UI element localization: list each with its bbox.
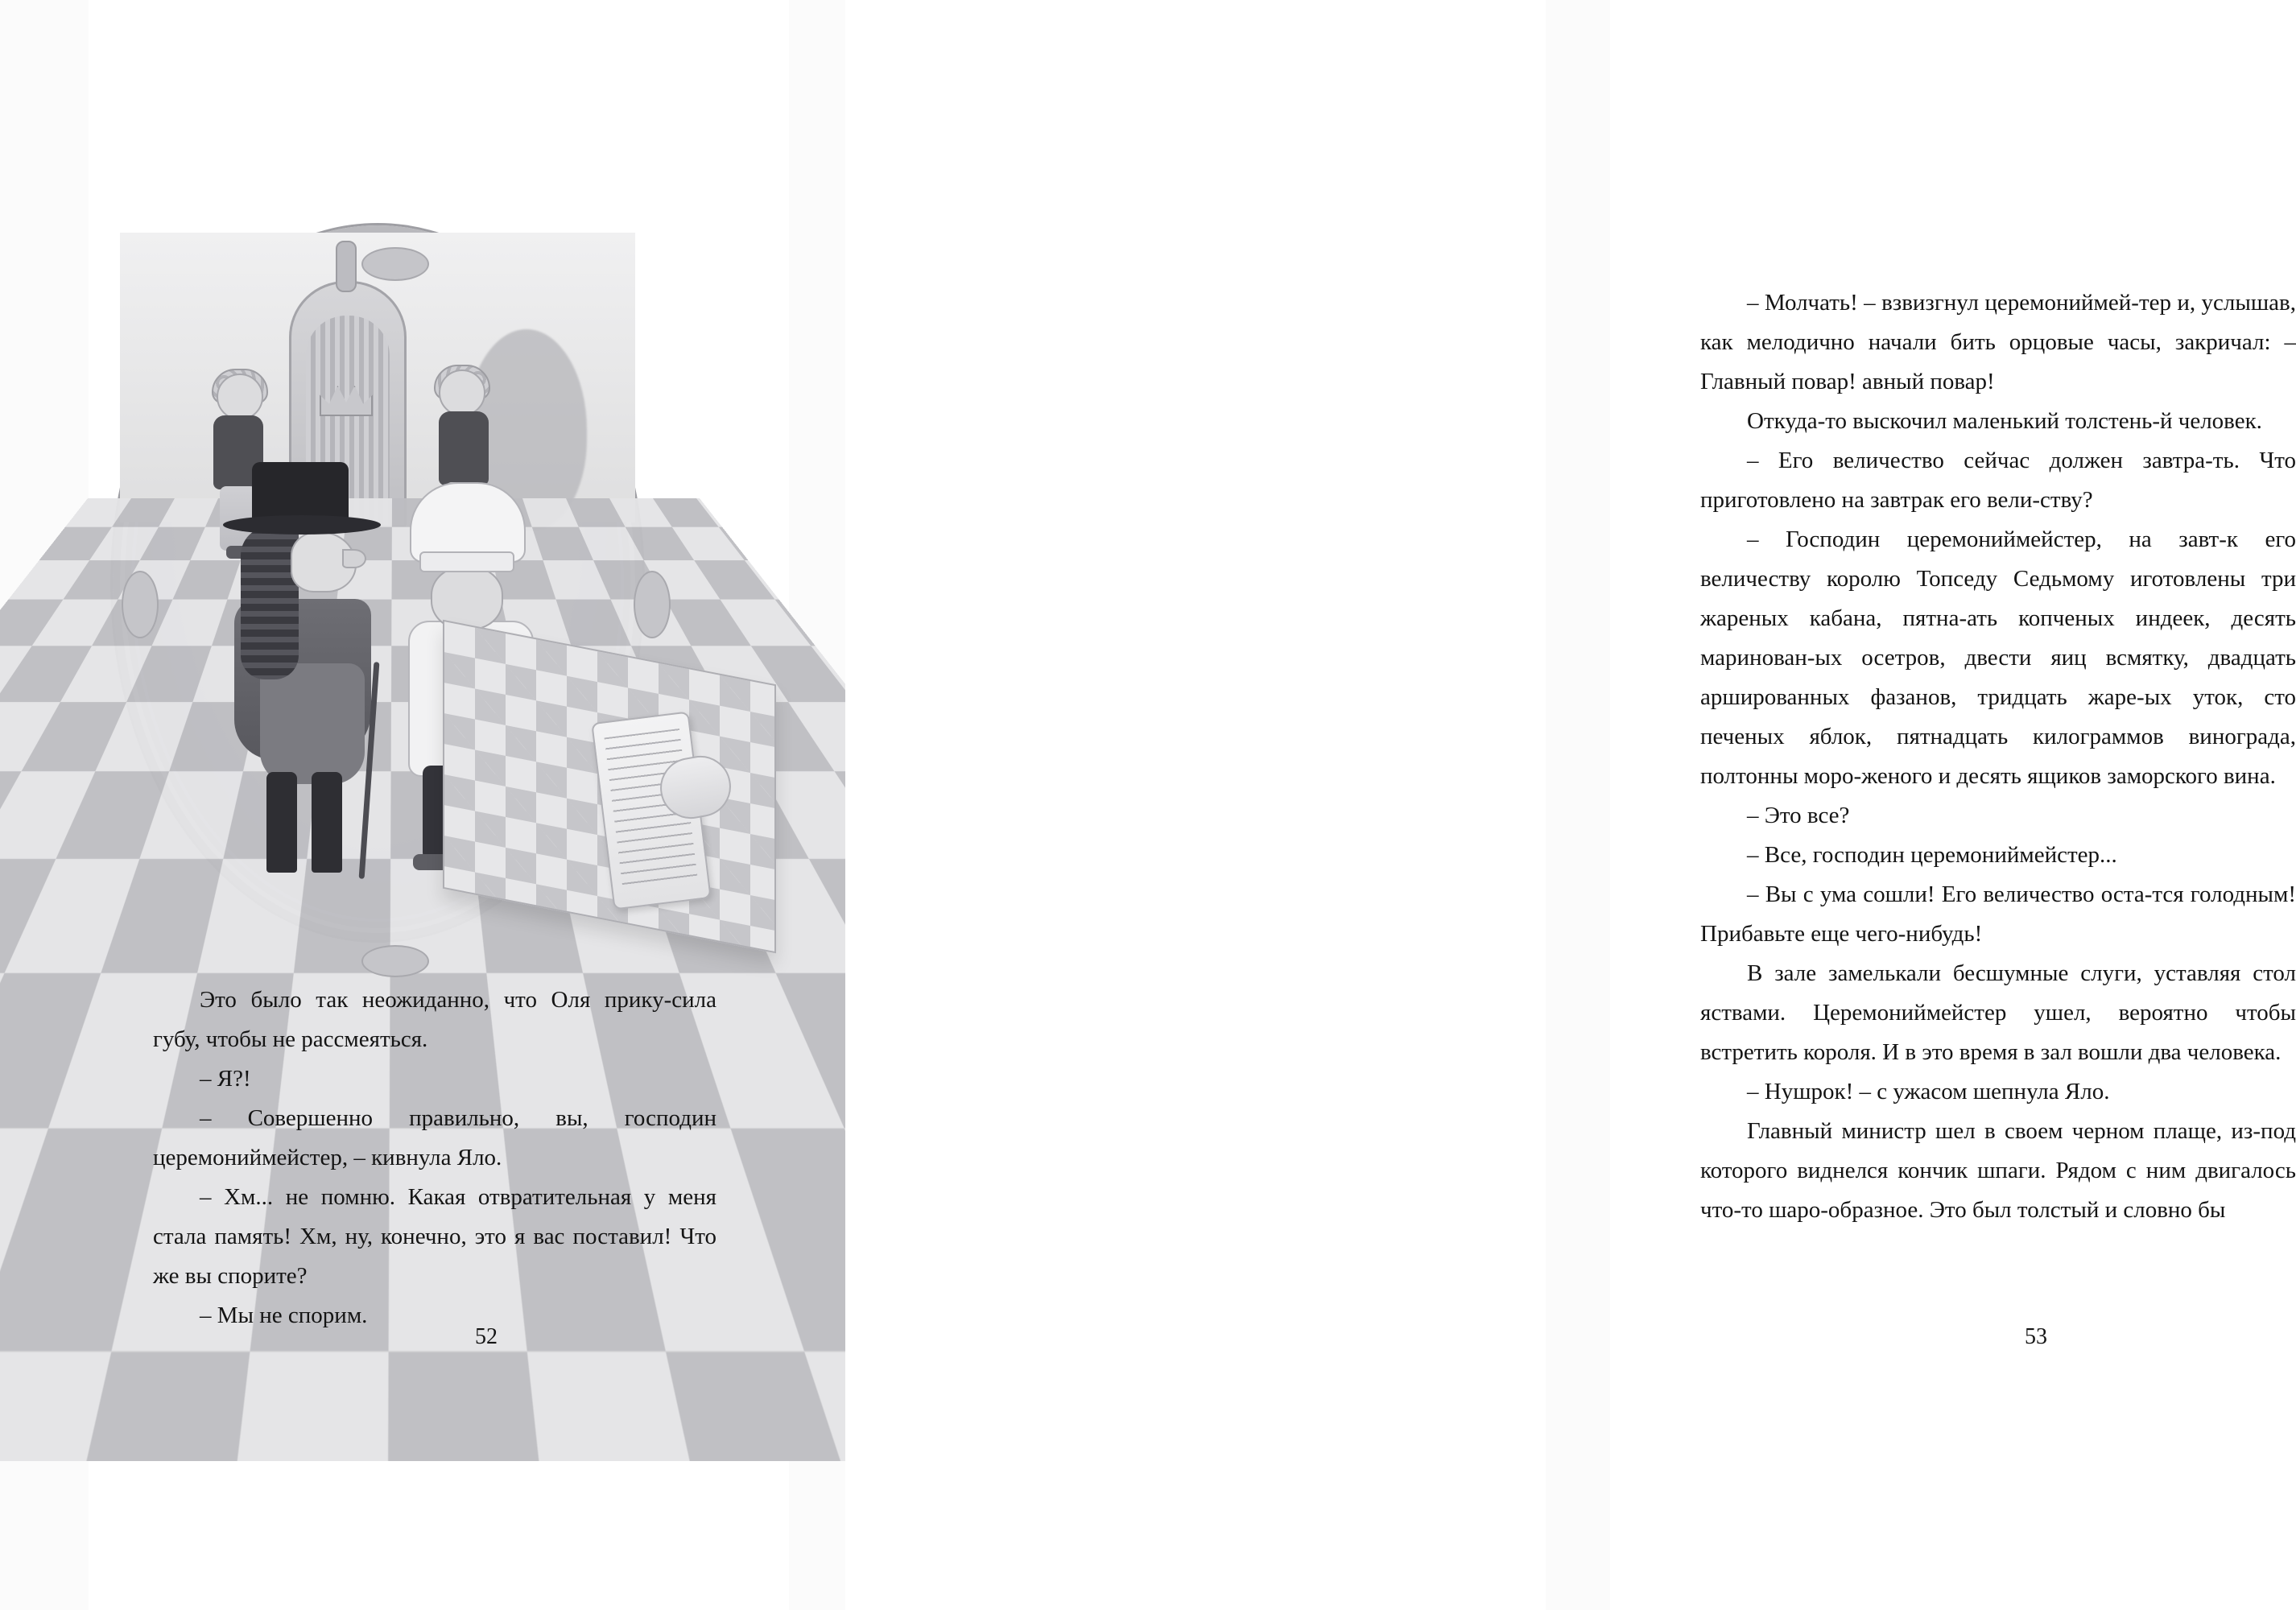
paragraph: – Мы не спорим. — [200, 1302, 368, 1328]
page-number-left: 52 — [475, 1324, 498, 1349]
coat — [260, 663, 365, 784]
paragraph: – Молчать! – взвизгнул церемониймей-тер и, услышав, как мелодично начали бить орцовые часы, закричал: – Главный повар! авный повар! — [1700, 290, 2296, 394]
page-number-right: 53 — [2025, 1324, 2047, 1349]
illustration-oval — [97, 201, 781, 950]
right-page — [845, 0, 2296, 1610]
paragraph: Откуда-то выскочил маленький толстень-й человек. — [1747, 408, 2262, 434]
frame-ornament-bottom — [361, 945, 429, 977]
paragraph: – Господин церемониймейстер, на завт-к его величеству королю Топседу Седьмому иготовлены три жареных кабана, пятна-ать копченых индеек, десять маринован-ых осетров, двести яиц всмятку, двадцать аршированных фазанов, тридцать жаре-ых уток, сто печеных яблок, пятнадцать килограммов винограда, полтонны моро-женого и десять ящиков заморского вина. — [1700, 526, 2296, 789]
leg-right — [312, 772, 342, 873]
wig — [241, 526, 299, 679]
paragraph: Главный министр шел в своем черном плаще, из-под которого виднелся кончик шпаги. Рядом с ним двигалось что-то шаро-образное. Это был толстый и словно бы — [1700, 1118, 2296, 1223]
head — [439, 369, 485, 416]
paragraph: – Хм... не помню. Какая отвратительная у меня стала память! Хм, ну, конечно, это я вас поставил! Что же вы спорите? — [153, 1184, 716, 1289]
hat-brim — [223, 515, 381, 535]
frame-ornament-top — [361, 247, 429, 281]
right-page-text — [1700, 283, 2296, 1230]
paragraph: – Нушрок! – с ужасом шепнула Яло. — [1747, 1079, 2110, 1104]
leg-left — [266, 772, 297, 873]
nose — [342, 549, 366, 568]
torso — [439, 411, 489, 485]
chef-hat-band — [419, 551, 514, 572]
frame-ornament-right — [634, 571, 671, 638]
throne-finial — [336, 241, 357, 292]
paragraph: Это было так неожиданно, что Оля прику-сила губу, чтобы не рассмеяться. — [153, 987, 716, 1052]
frame-ornament-left — [122, 571, 159, 638]
left-page — [89, 0, 789, 1610]
left-page-text — [153, 980, 716, 1335]
head — [217, 374, 263, 420]
chef-hat — [410, 482, 526, 563]
paragraph: – Это все? — [1747, 803, 1850, 828]
paragraph: – Я?! — [200, 1066, 251, 1092]
paragraph: В зале замелькали бесшумные слуги, уставляя стол яствами. Церемониймейстер ушел, вероятно чтобы встретить короля. И в это время в зал вошли два человека. — [1700, 960, 2296, 1065]
paragraph: – Все, господин церемониймейстер... — [1747, 842, 2117, 868]
paragraph: – Его величество сейчас должен завтра-ть. Что приготовлено на завтрак его вели-ству? — [1700, 448, 2296, 513]
paragraph: – Совершенно правильно, вы, господин церемониймейстер, – кивнула Яло. — [153, 1105, 716, 1170]
face — [431, 566, 503, 630]
paragraph: – Вы с ума сошли! Его величество оста-тся голодным! Прибавьте еще чего-нибудь! — [1700, 881, 2296, 947]
ceremony-master-figure — [217, 462, 402, 881]
